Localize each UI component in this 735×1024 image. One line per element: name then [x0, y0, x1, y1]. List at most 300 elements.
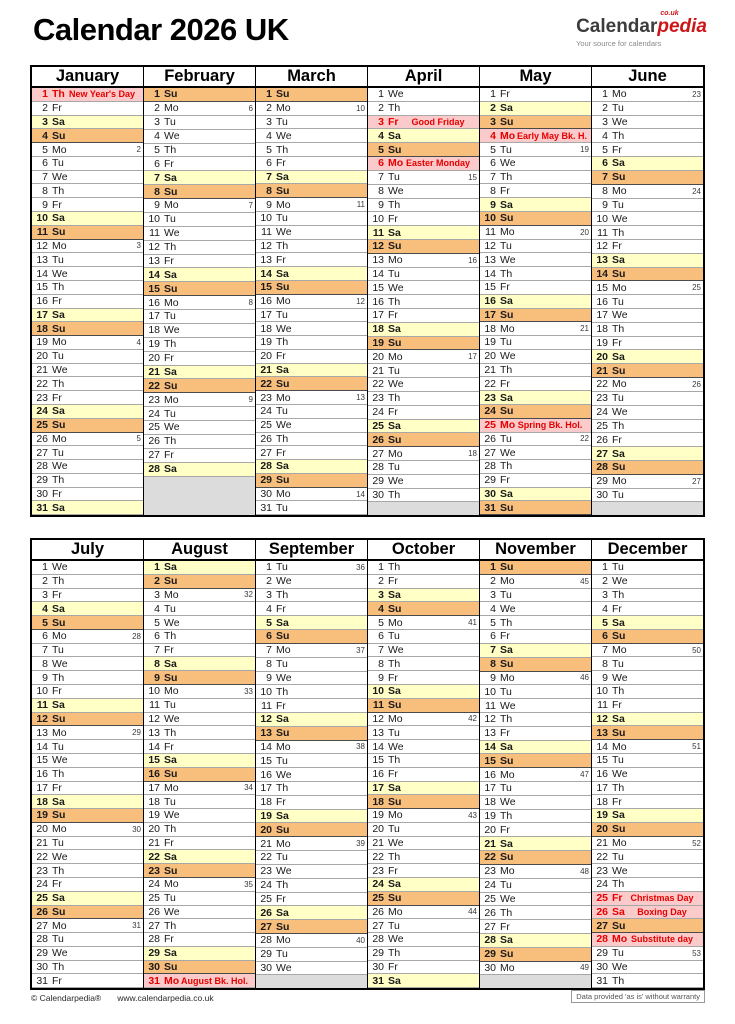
day-number: 21 [372, 837, 384, 850]
day-cell-october-26 [368, 906, 479, 920]
day-number: 20 [596, 350, 608, 363]
weekday-abbr: Tu [500, 782, 512, 795]
weekday-abbr: Su [276, 88, 290, 101]
day-cell-april-1 [368, 88, 479, 102]
weekday-abbr: Th [612, 878, 625, 891]
day-number: 11 [261, 226, 272, 239]
day-number: 20 [260, 823, 272, 836]
day-number: 6 [154, 630, 160, 643]
day-number: 2 [490, 575, 496, 588]
weekday-abbr: Th [276, 685, 289, 698]
week-number: 48 [580, 866, 589, 876]
week-number: 38 [356, 742, 365, 752]
weekday-abbr: Mo [388, 616, 403, 629]
day-cell-march-15 [256, 281, 367, 295]
weekday-abbr: Fr [388, 406, 398, 419]
weekday-abbr: Th [164, 726, 177, 739]
day-number: 9 [154, 671, 160, 684]
weekday-abbr: Fr [500, 281, 510, 294]
day-number: 25 [36, 419, 48, 432]
weekday-abbr: Sa [500, 934, 513, 947]
day-number: 8 [266, 658, 272, 671]
day-cell-february-1 [144, 88, 255, 102]
day-number: 21 [36, 837, 48, 850]
day-number: 10 [596, 685, 608, 698]
day-number: 27 [260, 920, 272, 933]
day-number: 15 [484, 754, 496, 767]
day-cell-november-14 [480, 741, 591, 755]
day-number: 12 [36, 239, 48, 252]
weekday-abbr: Tu [612, 295, 624, 308]
weekday-abbr: Sa [164, 561, 177, 574]
day-cell-june-6 [592, 157, 703, 171]
weekday-abbr: We [52, 754, 68, 767]
week-number: 11 [356, 200, 365, 210]
day-cell-october-7 [368, 644, 479, 658]
weekday-abbr: Sa [612, 905, 625, 918]
day-cell-january-12 [32, 240, 143, 254]
day-number: 19 [372, 337, 384, 350]
weekday-abbr: We [52, 364, 68, 377]
day-number: 28 [596, 933, 608, 946]
day-number: 8 [602, 657, 608, 670]
day-number: 20 [484, 350, 496, 363]
day-cell-april-7 [368, 171, 479, 185]
day-cell-september-2 [256, 575, 367, 589]
week-number: 50 [692, 645, 701, 655]
weekday-abbr: Sa [164, 947, 177, 960]
day-cell-august-24 [144, 878, 255, 892]
day-number: 1 [42, 88, 48, 101]
day-cell-august-6 [144, 630, 255, 644]
weekday-abbr: We [52, 171, 68, 184]
day-cell-april-18 [368, 323, 479, 337]
weekday-abbr: Su [164, 282, 178, 295]
day-number: 22 [148, 379, 160, 392]
day-cell-may-24 [480, 405, 591, 419]
day-cell-february-14 [144, 268, 255, 282]
day-cell-january-15 [32, 281, 143, 295]
day-cell-march-1 [256, 88, 367, 102]
holiday-label: Christmas Day [630, 893, 694, 904]
day-cell-february-20 [144, 352, 255, 366]
weekday-abbr: Fr [612, 337, 622, 350]
day-number: 19 [36, 336, 48, 349]
day-number: 30 [260, 488, 272, 501]
day-number: 4 [266, 602, 272, 615]
day-cell-august-2 [144, 575, 255, 589]
weekday-abbr: Tu [500, 239, 512, 252]
day-cell-may-13 [480, 253, 591, 267]
day-number: 9 [490, 198, 496, 211]
weekday-abbr: Mo [164, 878, 179, 891]
day-cell-august-18 [144, 795, 255, 809]
day-cell-march-13 [256, 253, 367, 267]
day-cell-january-24 [32, 405, 143, 419]
day-cell-september-29 [256, 948, 367, 962]
weekday-abbr: Fr [164, 449, 174, 462]
day-number: 15 [596, 281, 608, 294]
day-cell-july-12 [32, 713, 143, 727]
day-cell-may-26 [480, 433, 591, 447]
logo-text-red: pedia [657, 16, 707, 37]
day-number: 5 [602, 143, 608, 156]
weekday-abbr: Fr [276, 350, 286, 363]
weekday-abbr: Su [52, 419, 66, 432]
day-cell-august-20 [144, 823, 255, 837]
weekday-abbr: We [276, 226, 292, 239]
day-cell-july-5 [32, 616, 143, 630]
month-column-september [255, 540, 367, 988]
day-cell-april-21 [368, 364, 479, 378]
day-cell-july-11 [32, 699, 143, 713]
day-cell-february-16 [144, 296, 255, 310]
day-number: 23 [260, 865, 272, 878]
day-number: 12 [260, 713, 272, 726]
day-cell-september-5 [256, 616, 367, 630]
day-number: 19 [372, 809, 384, 822]
day-cell-december-26 [592, 906, 703, 920]
day-cell-april-25 [368, 420, 479, 434]
weekday-abbr: We [164, 809, 180, 822]
month-column-november [479, 540, 591, 988]
day-cell-september-15 [256, 754, 367, 768]
day-cell-september-14 [256, 741, 367, 755]
day-number: 19 [260, 810, 272, 823]
weekday-abbr: Th [500, 364, 513, 377]
day-number: 18 [372, 323, 384, 336]
weekday-abbr: Fr [612, 699, 622, 712]
day-number: 19 [260, 336, 272, 349]
week-number: 29 [132, 728, 141, 738]
day-cell-october-3 [368, 589, 479, 603]
logo-wordmark [576, 10, 707, 37]
day-number: 27 [36, 919, 48, 932]
weekday-abbr: Mo [52, 143, 67, 156]
day-number: 8 [490, 184, 496, 197]
empty-cells-april [368, 502, 479, 515]
weekday-abbr: Su [52, 129, 66, 142]
day-cell-may-29 [480, 474, 591, 488]
day-number: 26 [372, 905, 384, 918]
day-number: 27 [372, 919, 384, 932]
day-cell-october-4 [368, 602, 479, 616]
day-number: 6 [602, 630, 608, 643]
day-cell-september-18 [256, 796, 367, 810]
day-cell-april-10 [368, 212, 479, 226]
weekday-abbr: Su [164, 961, 178, 974]
day-number: 24 [260, 405, 272, 418]
month-header-june: June [592, 67, 703, 88]
day-number: 21 [596, 837, 608, 850]
day-cell-july-23 [32, 864, 143, 878]
weekday-abbr: Sa [388, 129, 401, 142]
weekday-abbr: Su [612, 630, 626, 643]
day-number: 10 [484, 685, 496, 698]
day-cell-april-20 [368, 350, 479, 364]
weekday-abbr: Tu [500, 336, 512, 349]
day-cell-december-20 [592, 823, 703, 837]
weekday-abbr: Th [388, 561, 401, 574]
day-number: 13 [484, 253, 496, 266]
day-number: 3 [154, 588, 160, 601]
weekday-abbr: Sa [500, 837, 513, 850]
day-number: 6 [42, 630, 48, 643]
day-cell-march-5 [256, 143, 367, 157]
day-number: 29 [484, 948, 496, 961]
day-cell-june-15 [592, 281, 703, 295]
day-cell-may-10 [480, 212, 591, 226]
weekday-abbr: Sa [52, 795, 65, 808]
day-number: 21 [148, 837, 160, 850]
day-number: 12 [148, 241, 160, 254]
day-number: 1 [602, 561, 608, 574]
day-cell-march-27 [256, 446, 367, 460]
day-number: 14 [148, 740, 160, 753]
day-number: 21 [484, 364, 496, 377]
day-cell-october-31 [368, 974, 479, 988]
day-number: 12 [372, 240, 384, 253]
day-cell-january-20 [32, 350, 143, 364]
day-number: 30 [148, 961, 160, 974]
day-cell-june-2 [592, 102, 703, 116]
day-number: 21 [36, 364, 48, 377]
weekday-abbr: We [164, 712, 180, 725]
weekday-abbr: Tu [276, 851, 288, 864]
weekday-abbr: Mo [612, 475, 627, 488]
weekday-abbr: We [388, 281, 404, 294]
weekday-abbr: We [612, 212, 628, 225]
day-cell-april-4 [368, 129, 479, 143]
day-cell-october-23 [368, 864, 479, 878]
day-cell-august-21 [144, 837, 255, 851]
day-cell-may-4 [480, 129, 591, 143]
day-number: 23 [484, 391, 496, 404]
weekday-abbr: Tu [52, 837, 64, 850]
day-cell-march-4 [256, 129, 367, 143]
day-cell-june-9 [592, 199, 703, 213]
day-number: 7 [154, 644, 160, 657]
day-number: 10 [372, 685, 384, 698]
weekday-abbr: Mo [276, 488, 291, 501]
day-number: 26 [596, 433, 608, 446]
weekday-abbr: Mo [612, 185, 627, 198]
day-number: 7 [490, 644, 496, 657]
day-number: 24 [372, 878, 384, 891]
weekday-abbr: Su [388, 795, 402, 808]
weekday-abbr: Su [276, 377, 290, 390]
day-cell-january-17 [32, 309, 143, 323]
holiday-label: Boxing Day [637, 906, 687, 917]
day-cell-june-24 [592, 406, 703, 420]
week-number: 8 [248, 298, 253, 308]
weekday-abbr: Sa [164, 365, 177, 378]
week-number: 23 [692, 89, 701, 99]
weekday-abbr: We [164, 905, 180, 918]
day-cell-february-26 [144, 435, 255, 449]
footer-copyright [31, 993, 214, 1003]
day-cell-october-15 [368, 754, 479, 768]
weekday-abbr: Th [612, 685, 625, 698]
day-cell-february-28 [144, 463, 255, 477]
weekday-abbr: Th [164, 143, 177, 156]
weekday-abbr: Th [276, 239, 289, 252]
day-cell-september-24 [256, 879, 367, 893]
weekday-abbr: Sa [52, 212, 65, 225]
day-cell-august-12 [144, 713, 255, 727]
day-number: 16 [148, 768, 160, 781]
weekday-abbr: Th [388, 488, 401, 501]
day-number: 24 [260, 879, 272, 892]
weekday-abbr: Sa [388, 419, 401, 432]
day-cell-june-17 [592, 309, 703, 323]
day-cell-july-10 [32, 685, 143, 699]
day-number: 30 [372, 488, 384, 501]
weekday-abbr: Th [388, 850, 401, 863]
weekday-abbr: Sa [52, 308, 65, 321]
weekday-abbr: Sa [612, 447, 625, 460]
day-number: 22 [372, 850, 384, 863]
day-number: 8 [490, 658, 496, 671]
day-cell-march-2 [256, 102, 367, 116]
weekday-abbr: Sa [500, 740, 513, 753]
day-number: 28 [372, 461, 384, 474]
day-cell-february-15 [144, 282, 255, 296]
day-number: 15 [260, 754, 272, 767]
month-header-march: March [256, 67, 367, 88]
empty-cells-february [144, 477, 255, 516]
day-cell-may-14 [480, 267, 591, 281]
day-cell-december-14 [592, 740, 703, 754]
day-cell-may-2 [480, 102, 591, 116]
weekday-abbr: Mo [612, 281, 627, 294]
day-number: 27 [484, 920, 496, 933]
day-number: 14 [484, 267, 496, 280]
day-cell-march-7 [256, 171, 367, 185]
week-number: 26 [692, 379, 701, 389]
day-number: 10 [372, 212, 384, 225]
day-cell-december-19 [592, 809, 703, 823]
weekday-abbr: Su [164, 671, 178, 684]
day-cell-july-17 [32, 782, 143, 796]
day-number: 7 [602, 171, 608, 184]
day-cell-march-3 [256, 116, 367, 130]
weekday-abbr: Su [164, 88, 178, 101]
weekday-abbr: Su [612, 267, 626, 280]
day-cell-december-11 [592, 699, 703, 713]
weekday-abbr: We [612, 864, 628, 877]
day-cell-march-25 [256, 419, 367, 433]
day-cell-august-16 [144, 768, 255, 782]
weekday-abbr: Mo [500, 865, 515, 878]
weekday-abbr: Sa [612, 157, 625, 170]
day-number: 18 [484, 322, 496, 335]
weekday-abbr: Sa [388, 588, 401, 601]
day-number: 6 [266, 630, 272, 643]
weekday-abbr: Tu [612, 561, 624, 574]
page-title: Calendar 2026 UK [33, 12, 289, 47]
weekday-abbr: Su [52, 226, 66, 239]
day-cell-august-5 [144, 616, 255, 630]
day-cell-april-3 [368, 116, 479, 130]
day-cell-october-10 [368, 685, 479, 699]
website-link[interactable]: www.calendarpedia.co.uk [117, 993, 214, 1003]
day-cell-september-28 [256, 934, 367, 948]
day-number: 17 [148, 310, 160, 323]
day-cell-february-4 [144, 130, 255, 144]
weekday-abbr: Tu [612, 198, 624, 211]
day-cell-february-7 [144, 171, 255, 185]
weekday-abbr: Tu [164, 795, 176, 808]
day-number: 11 [372, 699, 384, 712]
day-number: 14 [36, 740, 48, 753]
copyright-text: © Calendarpedia® [31, 993, 102, 1003]
week-number: 32 [244, 590, 253, 600]
day-cell-december-27 [592, 919, 703, 933]
day-cell-september-17 [256, 782, 367, 796]
weekday-abbr: Th [500, 616, 513, 629]
day-number: 23 [484, 865, 496, 878]
day-number: 28 [36, 460, 48, 473]
weekday-abbr: Sa [500, 644, 513, 657]
weekday-abbr: Th [164, 241, 177, 254]
day-number: 11 [149, 227, 160, 240]
day-number: 16 [148, 296, 160, 309]
week-number: 46 [580, 673, 589, 683]
day-number: 25 [484, 419, 496, 432]
week-number: 12 [356, 296, 365, 306]
day-number: 5 [490, 616, 496, 629]
day-cell-july-29 [32, 947, 143, 961]
day-number: 29 [596, 475, 608, 488]
day-number: 1 [154, 561, 160, 574]
week-number: 39 [356, 839, 365, 849]
day-cell-december-21 [592, 837, 703, 851]
day-cell-november-20 [480, 823, 591, 837]
day-number: 31 [36, 501, 48, 514]
day-cell-january-16 [32, 295, 143, 309]
day-cell-november-6 [480, 630, 591, 644]
day-cell-april-26 [368, 433, 479, 447]
day-cell-february-18 [144, 324, 255, 338]
day-cell-june-1 [592, 88, 703, 102]
month-column-april [367, 67, 479, 515]
weekday-abbr: Th [52, 864, 65, 877]
day-number: 24 [596, 878, 608, 891]
day-number: 27 [148, 449, 160, 462]
weekday-abbr: Mo [388, 254, 403, 267]
weekday-abbr: Su [276, 727, 290, 740]
day-number: 3 [602, 116, 608, 129]
weekday-abbr: Fr [52, 588, 62, 601]
calendarpedia-logo[interactable] [576, 10, 707, 48]
day-number: 22 [260, 377, 272, 390]
weekday-abbr: We [612, 309, 628, 322]
weekday-abbr: Th [52, 575, 65, 588]
day-cell-october-16 [368, 768, 479, 782]
weekday-abbr: Th [276, 432, 289, 445]
day-cell-may-7 [480, 171, 591, 185]
day-number: 26 [372, 433, 384, 446]
day-cell-august-31 [144, 974, 255, 988]
day-number: 22 [36, 850, 48, 863]
weekday-abbr: Fr [612, 892, 623, 905]
day-cell-march-11 [256, 226, 367, 240]
day-number: 19 [36, 809, 48, 822]
empty-cells-june [592, 502, 703, 515]
day-number: 25 [260, 892, 272, 905]
day-cell-may-1 [480, 88, 591, 102]
